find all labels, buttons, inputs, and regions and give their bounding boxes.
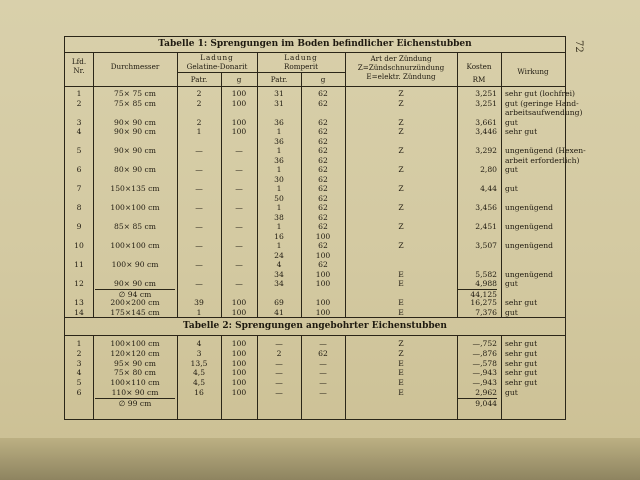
header-ladung-gelatine: Ladung: [200, 53, 234, 62]
table1-cell-rp: 16: [274, 231, 284, 241]
table1-cell-rp: 31: [274, 98, 284, 108]
table1-cell-k: 2,80: [480, 165, 497, 174]
table1-cell-nr: 12: [74, 279, 84, 288]
table1-cell-d: ∅ 94 cm: [95, 289, 175, 299]
table1-cell-w: arbeit erforderlich): [505, 155, 580, 165]
table1-cell-rg: 62: [318, 222, 328, 231]
table1-cell-gg: 100: [231, 298, 247, 307]
page-number: 72: [573, 40, 584, 53]
header-ladung-romperit: Ladung: [284, 53, 318, 62]
table1-cell-z: Z: [398, 117, 404, 127]
table1-cell-rp: 34: [274, 279, 284, 288]
table1-cell-rp: 1: [276, 184, 282, 193]
table1-cell-gp: 2: [196, 117, 202, 127]
table1-cell-gp: —: [195, 222, 203, 231]
table1-cell-gg: —: [235, 279, 243, 288]
table1-cell-rp: 41: [274, 307, 284, 317]
table1-cell-rp: 36: [274, 117, 284, 127]
table2-title: Tabelle 2: Sprengungen angebohrter Eichenstubben: [183, 321, 447, 331]
table1-cell-d: 175×145 cm: [110, 307, 160, 317]
table2-cell-rp: —: [275, 388, 283, 397]
table2-cell-gp: 13,5: [190, 358, 208, 368]
table1-cell-rp: 36: [274, 155, 284, 165]
table2-cell-gg: 100: [231, 368, 247, 378]
table2-cell-nr: 4: [76, 368, 82, 378]
table1-cell-d: 100×100 cm: [110, 241, 160, 250]
table2-cell-nr: 1: [76, 339, 82, 348]
header-rm: RM: [472, 75, 486, 84]
table1-cell-w: ungenügend: [505, 222, 554, 231]
header-patr2: Patr.: [270, 75, 288, 84]
table1-cell-nr: 9: [76, 222, 82, 231]
table1-cell-z: Z: [398, 184, 404, 193]
table2-cell-w: sehr gut: [505, 358, 538, 368]
table1-cell-d: 90× 90 cm: [114, 146, 156, 155]
table1-cell-d: 90× 90 cm: [114, 279, 156, 288]
table1-cell-rp: 30: [274, 174, 284, 184]
table1-cell-rp: 38: [274, 212, 284, 222]
table1-cell-d: 90× 90 cm: [114, 117, 156, 127]
table1-cell-rg: 62: [318, 174, 328, 184]
header-zuendung-e: E=elektr. Zündung: [366, 72, 436, 81]
table1-cell-gg: 100: [231, 307, 247, 317]
table1-cell-gp: —: [195, 165, 203, 174]
header-kosten: Kosten: [466, 62, 492, 71]
table1-cell-w: sehr gut (lochfrei): [505, 89, 575, 98]
header-durchmesser: Durchmesser: [110, 62, 160, 71]
table2-cell-rp: 2: [276, 348, 282, 358]
table1-cell-w: gut (geringe Hand-: [505, 98, 579, 108]
table1-cell-nr: 8: [76, 203, 82, 212]
table1-cell-rp: 1: [276, 146, 282, 155]
table2-cell-z: E: [398, 388, 404, 397]
table1-cell-k: 5,582: [475, 269, 497, 279]
table1-cell-gp: 2: [196, 89, 202, 98]
table1-cell-rg: 62: [318, 203, 328, 212]
table1-cell-rg: 62: [318, 117, 328, 127]
table2-cell-nr: 3: [76, 358, 82, 368]
table1-cell-w: gut: [505, 165, 518, 174]
table2-cell-rp: —: [275, 378, 283, 388]
table2-cell-z: E: [398, 378, 404, 388]
table2-cell-gg: 100: [231, 339, 247, 348]
table2-cell-rp: —: [275, 368, 283, 378]
table2-cell-rg: 62: [318, 348, 328, 358]
table1-cell-w: ungenügend: [505, 269, 554, 279]
table2-cell-rg: —: [319, 358, 327, 368]
table2-cell-z: E: [398, 358, 404, 368]
table1-cell-d: 75× 75 cm: [114, 89, 156, 98]
table1-cell-rp: 1: [276, 127, 282, 136]
header-g2: g: [320, 75, 326, 84]
table1-cell-rg: 62: [318, 241, 328, 250]
table1-cell-nr: 7: [76, 184, 82, 193]
table2-cell-d: 75× 80 cm: [114, 368, 156, 378]
table2-cell-w: sehr gut: [505, 368, 538, 378]
table1-cell-w: ungenügend: [505, 241, 554, 250]
table1-cell-w: gut: [505, 184, 518, 193]
table1-cell-k: 3,456: [475, 203, 497, 212]
table1-cell-gp: —: [195, 146, 203, 155]
table1-cell-rp: 69: [274, 298, 284, 307]
table1-cell-rg: 100: [315, 250, 331, 260]
table1-cell-w: sehr gut: [505, 298, 538, 307]
header-nr: Nr.: [73, 66, 85, 75]
table2-cell-gp: 16: [194, 388, 204, 397]
table1-cell-rg: 100: [315, 307, 331, 317]
header-zuendung-z: Z=Zündschnurzündung: [357, 63, 445, 72]
table1-cell-d: 150×135 cm: [110, 184, 160, 193]
header-gelatine-donarit: Gelatine-Donarit: [186, 62, 248, 71]
table2-cell-k: —,578: [472, 358, 497, 368]
table1-cell-w: sehr gut: [505, 127, 538, 136]
table1-cell-k: 3,661: [475, 117, 497, 127]
table1-cell-rp: 31: [274, 89, 284, 98]
header-g: g: [236, 75, 242, 84]
table1-cell-rg: 62: [318, 193, 328, 203]
table1-cell-d: 85× 85 cm: [114, 222, 156, 231]
table1-cell-nr: 5: [76, 146, 82, 155]
table1-cell-rp: 1: [276, 203, 282, 212]
table1-cell-rp: 36: [274, 136, 284, 146]
table1-cell-nr: 13: [74, 298, 84, 307]
facing-page-edge: [0, 438, 640, 480]
table1-cell-rp: 1: [276, 222, 282, 231]
table1-cell-z: E: [398, 307, 404, 317]
table1-cell-gg: —: [235, 184, 243, 193]
table1-cell-z: Z: [398, 222, 404, 231]
table1-cell-w: ungenügend (Hexen-: [505, 146, 586, 155]
table1-cell-gp: —: [195, 279, 203, 288]
table2-cell-z: Z: [398, 348, 404, 358]
table1-cell-gp: —: [195, 184, 203, 193]
table2-cell-nr: 5: [76, 378, 82, 388]
table1-cell-z: Z: [398, 127, 404, 136]
table2-cell-w: sehr gut: [505, 339, 538, 348]
table1-cell-rg: 62: [318, 136, 328, 146]
table1-cell-nr: 1: [76, 89, 82, 98]
table1-cell-k: 44,125: [457, 289, 497, 299]
table2-cell-k: —,876: [472, 348, 497, 358]
header-wirkung: Wirkung: [517, 67, 549, 76]
table1-cell-d: 90× 90 cm: [114, 127, 156, 136]
table1-cell-gp: 39: [194, 298, 204, 307]
table2-cell-gg: 100: [231, 378, 247, 388]
table1-cell-gg: —: [235, 241, 243, 250]
table1-cell-gg: 100: [231, 117, 247, 127]
table1-cell-gg: 100: [231, 98, 247, 108]
table1-cell-k: 3,446: [475, 127, 497, 136]
table2-cell-gp: 3: [196, 348, 202, 358]
table1-cell-z: Z: [398, 165, 404, 174]
table1-cell-rg: 62: [318, 212, 328, 222]
table1-cell-gg: —: [235, 260, 243, 269]
table1-cell-nr: 3: [76, 117, 82, 127]
table1-cell-rg: 62: [318, 165, 328, 174]
table1-cell-rg: 62: [318, 89, 328, 98]
table2-cell-d: 95× 90 cm: [114, 358, 156, 368]
table1-cell-rg: 100: [315, 231, 331, 241]
table2-cell-rg: —: [319, 368, 327, 378]
table2-cell-d: 100×100 cm: [110, 339, 160, 348]
table2-cell-gg: 100: [231, 358, 247, 368]
table1-cell-rg: 62: [318, 260, 328, 269]
table2-cell-gp: 4,5: [192, 368, 206, 378]
table1-cell-rg: 62: [318, 146, 328, 155]
table1-cell-gp: —: [195, 260, 203, 269]
table1-cell-rg: 62: [318, 98, 328, 108]
table1-cell-z: E: [398, 298, 404, 307]
table1-cell-gg: —: [235, 165, 243, 174]
table1-cell-z: E: [398, 279, 404, 288]
table1-cell-gg: 100: [231, 89, 247, 98]
table1-cell-w: gut: [505, 279, 518, 288]
table1-cell-rp: 1: [276, 165, 282, 174]
table1-cell-nr: 2: [76, 98, 82, 108]
table2-cell-nr: 6: [76, 388, 82, 397]
table1-cell-rp: 24: [274, 250, 284, 260]
table2-cell-d: 100×110 cm: [110, 378, 160, 388]
table1-cell-z: Z: [398, 98, 404, 108]
table2-cell-w: sehr gut: [505, 348, 538, 358]
table1-cell-w: ungenügend: [505, 203, 554, 212]
table2-cell-d: 120×120 cm: [110, 348, 160, 358]
table1-cell-w: arbeitsaufwendung): [505, 108, 583, 117]
table1-cell-d: 100× 90 cm: [111, 260, 159, 269]
table1-cell-d: 100×100 cm: [110, 203, 160, 212]
header-patr: Patr.: [190, 75, 208, 84]
table1-cell-z: Z: [398, 203, 404, 212]
table2-cell-z: Z: [398, 339, 404, 348]
header-lfd: Lfd.: [71, 57, 87, 66]
table1-cell-rg: 100: [315, 298, 331, 307]
table1-cell-rp: 34: [274, 269, 284, 279]
table2-cell-w: gut: [505, 388, 518, 397]
table2-cell-k: 2,962: [475, 388, 497, 397]
table2-cell-rp: —: [275, 339, 283, 348]
table1-cell-rp: 4: [276, 260, 282, 269]
table2-cell-d: 110× 90 cm: [111, 388, 159, 397]
table2-cell-d: ∅ 99 cm: [95, 398, 175, 408]
table2-cell-rg: —: [319, 339, 327, 348]
table1-cell-rg: 62: [318, 155, 328, 165]
table1-cell-k: 2,451: [475, 222, 497, 231]
table1-cell-z: E: [398, 269, 404, 279]
table1-cell-nr: 11: [74, 260, 84, 269]
table1-cell-rg: 100: [315, 269, 331, 279]
table1-cell-nr: 6: [76, 165, 82, 174]
table1-cell-rg: 62: [318, 184, 328, 193]
table2-cell-z: E: [398, 368, 404, 378]
table2-cell-k: —,752: [472, 339, 497, 348]
table1-cell-rp: 1: [276, 241, 282, 250]
table1-cell-k: 7,376: [475, 307, 497, 317]
table2-cell-rg: —: [319, 388, 327, 397]
table1-cell-rg: 100: [315, 279, 331, 288]
table1-cell-d: 75× 85 cm: [114, 98, 156, 108]
table1-cell-gp: 1: [196, 127, 202, 136]
table2-cell-k: —,943: [472, 368, 497, 378]
table1-cell-k: 3,251: [475, 89, 497, 98]
table2-cell-nr: 2: [76, 348, 82, 358]
table1-cell-d: 80× 90 cm: [114, 165, 156, 174]
table1-cell-k: 16,275: [470, 298, 497, 307]
table1-cell-z: Z: [398, 89, 404, 98]
table2-cell-gp: 4,5: [192, 378, 206, 388]
table1-cell-k: 3,507: [475, 241, 497, 250]
header-zuendung: Art der Zündung: [370, 54, 432, 63]
table1-cell-gg: —: [235, 146, 243, 155]
table1-cell-nr: 4: [76, 127, 82, 136]
table2-cell-gg: 100: [231, 388, 247, 397]
table1-cell-k: 3,251: [475, 98, 497, 108]
table2-cell-k: —,943: [472, 378, 497, 388]
table1-cell-gg: 100: [231, 127, 247, 136]
table1-cell-w: gut: [505, 117, 518, 127]
table1-cell-k: 4,44: [480, 184, 497, 193]
table1-cell-z: Z: [398, 146, 404, 155]
table2-cell-rg: —: [319, 378, 327, 388]
table1-cell-gp: —: [195, 203, 203, 212]
table2-cell-rp: —: [275, 358, 283, 368]
table2-cell-w: sehr gut: [505, 378, 538, 388]
table1-title: Tabelle 1: Sprengungen im Boden befindlicher Eichenstubben: [158, 39, 472, 49]
table1-cell-gp: 1: [196, 307, 202, 317]
table1-cell-nr: 14: [74, 307, 84, 317]
table1-cell-w: gut: [505, 307, 518, 317]
table1-cell-rp: 50: [274, 193, 284, 203]
table1-cell-k: 4,988: [475, 279, 497, 288]
table1-cell-nr: 10: [74, 241, 84, 250]
table2-cell-k: 9,044: [457, 398, 497, 408]
table1-cell-rg: 62: [318, 127, 328, 136]
table1-cell-gp: —: [195, 241, 203, 250]
table1-cell-gg: —: [235, 222, 243, 231]
table1-cell-d: 200×200 cm: [110, 298, 160, 307]
table1-cell-gp: 2: [196, 98, 202, 108]
table1-cell-z: Z: [398, 241, 404, 250]
table2-cell-gg: 100: [231, 348, 247, 358]
table2-cell-gp: 4: [196, 339, 202, 348]
table1-cell-gg: —: [235, 203, 243, 212]
table1-cell-k: 3,292: [475, 146, 497, 155]
header-romperit: Romperit: [283, 62, 319, 71]
